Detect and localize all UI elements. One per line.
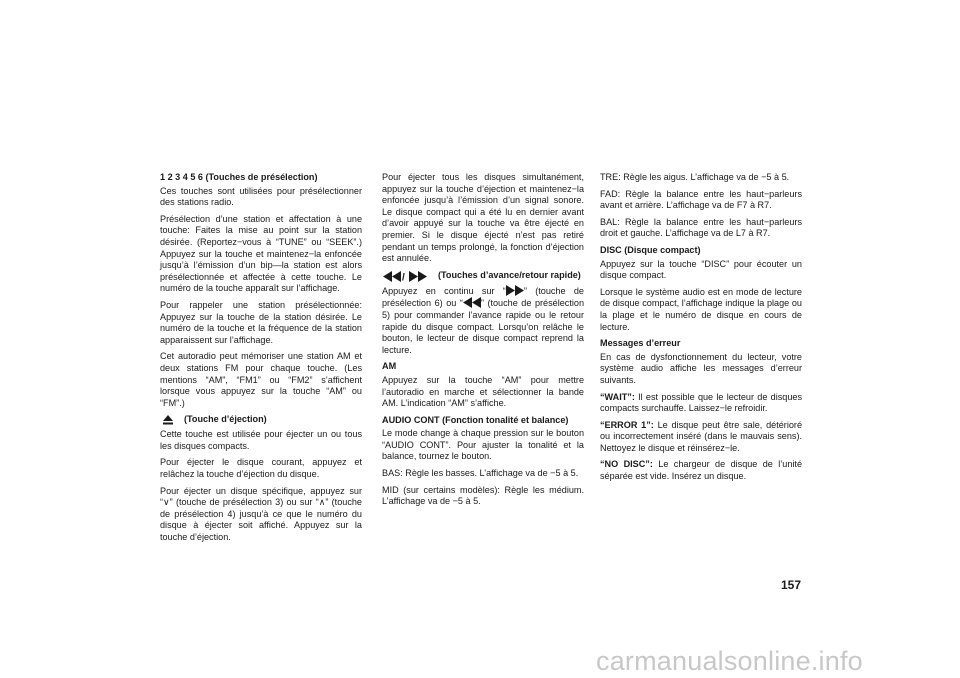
error-wait (600, 392, 802, 415)
paragraph: Présélection d’une station et affectation à une touche: Faites la mise au point sur la station désirée. (Reportez−vous à “TUNE” ou “SEEK”.) Appuyez sur la touche et maintenez−la enfoncée jusqu’à l’émission d’un bip—la station est alors présélectionnée et affectée à cette touche. Le numéro de la touche apparaît sur l’affichage. (160, 213, 362, 294)
svg-text:/: / (402, 272, 405, 282)
paragraph: Le mode change à chaque pression sur le bouton “AUDIO CONT”. Pour ajuster la tonalité et la balance, tournez le bouton. (382, 428, 584, 462)
paragraph: TRE: Règle les aigus. L’affichage va de −5 à 5. (600, 172, 790, 182)
paragraph: Pour éjecter le disque courant, appuyez et relâchez la touche d’éjection du disque. (160, 457, 362, 480)
error-text: Il est possible que le lecteur de disques compacts surchauffe. Laissez−le refroidir. (600, 391, 802, 414)
fast-forward-icon (506, 285, 524, 296)
paragraph: FAD: Règle la balance entre les haut−parleurs avant et arrière. L’affichage va de F7 à R7. (600, 188, 802, 211)
error-label: “WAIT”: (600, 391, 635, 402)
fast-forward-rewind-heading (382, 270, 584, 282)
am-heading: AM (382, 361, 397, 372)
paragraph: Pour rappeler une station présélectionnée: Appuyez sur la touche de la station désirée. Le numéro de la touche et la fréquence de la station apparaissent sur l’affichage. (160, 299, 362, 345)
paragraph: Lorsque le système audio est en mode de lecture de disque compact, l’affichage indique la plage ou la plage et le numéro de disque en cours de lecture. (600, 286, 802, 332)
column-3 (600, 172, 802, 488)
paragraph: MID (sur certains modèles): Règle les médium. L’affichage va de −5 à 5. (382, 484, 584, 507)
column-1 (160, 172, 362, 549)
error-text: Le disque peut être sale, détérioré ou incorrectement inséré (dans le mauvais sens). Nettoyez le disque et réinsérez−le. (600, 419, 803, 453)
error-label: “ERROR 1”: (600, 419, 654, 430)
text-segment: Appuyez en continu sur “ (382, 285, 506, 296)
paragraph: BAS: Règle les basses. L’affichage va de −5 à 5. (382, 468, 579, 479)
watermark: carmanualsonline.info (596, 646, 863, 676)
fast-forward-rewind-label: (Touches d’avance/retour rapide) (438, 269, 581, 280)
error-no-disc (600, 459, 802, 482)
error-1 (600, 420, 802, 455)
column-2 (382, 172, 584, 513)
paragraph: BAL: Règle la balance entre les haut−parleurs droit et gauche. L’affichage va de L7 à R7. (600, 216, 802, 239)
eject-heading (160, 414, 362, 426)
error-label: “NO DISC”: (600, 459, 653, 470)
audio-cont-heading: AUDIO CONT (Fonction tonalité et balance) (382, 414, 569, 425)
paragraph: Cette touche est utilisée pour éjecter un ou tous les disques compacts. (160, 429, 362, 451)
error-text: Le chargeur de disque de l’unité séparée est vide. Insérez un disque. (600, 459, 803, 482)
text-segment: ” (touche de présélection 5) pour commander l’avance rapide ou le retour rapide du disque compact. Lorsqu’on relâche le bouton, le lecteur de disque compact reprend la lecture. (382, 298, 584, 355)
eject-heading-label: (Touche d’éjection) (184, 414, 267, 425)
paragraph: Pour éjecter un disque spécifique, appuyez sur “∨” (touche de présélection 3) ou sur “∧” (touche de présélection 4) jusqu’à ce que le numéro du disque à éjecter soit affiché. Appuyez sur la touche d’éjection. (160, 485, 362, 543)
rewind-icon (463, 297, 481, 308)
eject-icon (162, 414, 174, 426)
text-segment: ” (touche de présélection 6) ou “ (382, 285, 584, 309)
paragraph: Cet autoradio peut mémoriser une station AM et deux stations FM pour chaque touche. (Les mentions “AM”, “FM1” ou “FM2” s’affichent lorsque vous appuyez sur la touche “AM” ou “FM”.) (160, 351, 362, 408)
paragraph: Appuyez sur la touche “DISC” pour écouter un disque compact. (600, 258, 802, 281)
paragraph: Appuyez sur la touche “AM” pour mettre l’autoradio en marche et sélectionner la bande AM. L’indication “AM” s’affiche. (382, 374, 584, 409)
page-number: 157 (781, 578, 802, 592)
paragraph: Ces touches sont utilisées pour présélectionner des stations radio. (160, 185, 362, 208)
paragraph: Pour éjecter tous les disques simultanément, appuyez sur la touche d’éjection et maintenez−la enfoncée jusqu’à l’émission d’un signal sonore. Le disque compact qui a été lu en dernier avant d’avoir appuyé sur la touche va être éjecté en premier. Si le disque éjecté n’est pas retiré pendant un temps prolongé, la fonction d’éjection est annulée. (382, 172, 584, 264)
paragraph: En cas de dysfonctionnement du lecteur, votre système audio affiche les messages d’erreur suivants. (600, 351, 802, 385)
preset-buttons-heading: 1 2 3 4 5 6 (Touches de présélection) (160, 172, 318, 182)
paragraph (382, 285, 584, 357)
disc-heading: DISC (Disque compact) (600, 244, 701, 255)
rewind-fast-forward-icon (382, 271, 430, 282)
error-messages-heading: Messages d’erreur (600, 338, 681, 349)
